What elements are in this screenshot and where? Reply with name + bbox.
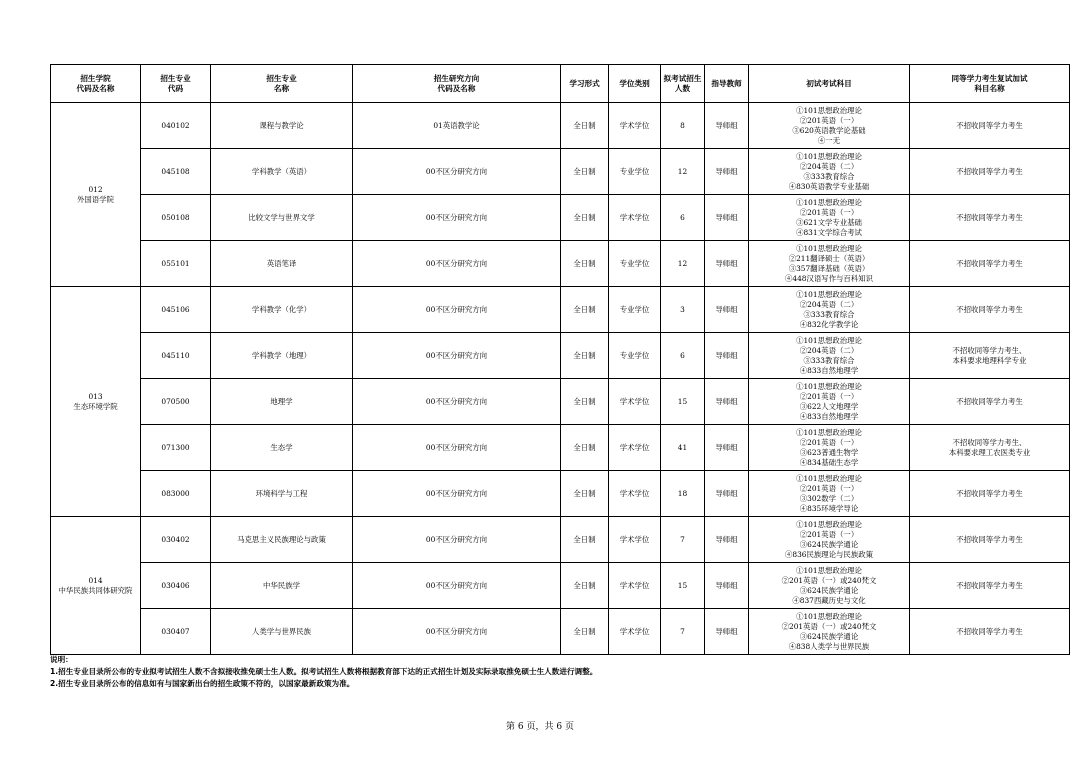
college-line: 中华民族共同体研究院 bbox=[58, 585, 133, 595]
column-header-line: 指导教师 bbox=[711, 78, 742, 88]
equivalent-applicant-line: 不招收同等学力考生 bbox=[956, 120, 1023, 130]
exam-subjects-cell bbox=[749, 517, 910, 563]
advisor-cell: 导师组 bbox=[705, 241, 749, 287]
study-mode-cell: 全日制 bbox=[561, 517, 609, 563]
exam-subject-line: ③623普通生物学 bbox=[799, 447, 859, 457]
advisor-cell: 导师组 bbox=[705, 379, 749, 425]
enrollment-count-cell: 18 bbox=[661, 471, 705, 517]
direction-cell: 01英语教学论 bbox=[353, 103, 561, 149]
equivalent-applicant-line: 不招收同等学力考生、 bbox=[952, 345, 1027, 355]
exam-subject-line: ④834基础生态学 bbox=[799, 457, 859, 467]
column-header bbox=[609, 65, 661, 103]
page-footer: 第 6 页，共 6 页 bbox=[506, 722, 574, 732]
exam-subject-line: ①101思想政治理论 bbox=[796, 473, 862, 483]
exam-subject-line: ②201英语（一） bbox=[799, 529, 859, 539]
major-name-cell: 生态学 bbox=[211, 425, 353, 471]
exam-subject-line: ②201英语（一） bbox=[799, 115, 859, 125]
college-line: 013 bbox=[88, 391, 103, 401]
direction-cell: 00不区分研究方向 bbox=[353, 195, 561, 241]
table-header-row bbox=[51, 65, 1070, 103]
column-header-line: 招生学院 bbox=[80, 73, 111, 83]
exam-subject-line: ④835环境学导论 bbox=[799, 503, 859, 513]
college-cell bbox=[51, 103, 141, 287]
advisor-cell: 导师组 bbox=[705, 517, 749, 563]
equivalent-applicant-line: 不招收同等学力考生 bbox=[956, 166, 1023, 176]
exam-subject-line: ②204英语（二） bbox=[799, 161, 859, 171]
study-mode-cell: 全日制 bbox=[561, 103, 609, 149]
exam-subject-line: ③622人文地理学 bbox=[799, 401, 859, 411]
equivalent-applicant-line: 不招收同等学力考生 bbox=[956, 534, 1023, 544]
exam-subject-line: ①101思想政治理论 bbox=[796, 243, 862, 253]
major-code-cell: 070500 bbox=[141, 379, 211, 425]
study-mode-cell: 全日制 bbox=[561, 241, 609, 287]
college-cell bbox=[51, 517, 141, 655]
table-row bbox=[51, 287, 1070, 333]
major-code-cell: 071300 bbox=[141, 425, 211, 471]
equivalent-applicant-line: 本科要求地理科学专业 bbox=[952, 355, 1027, 365]
major-code-cell: 030406 bbox=[141, 563, 211, 609]
equivalent-applicant-line: 不招收同等学力考生 bbox=[956, 580, 1023, 590]
exam-subject-line: ①101思想政治理论 bbox=[796, 519, 862, 529]
degree-type-cell: 学术学位 bbox=[609, 195, 661, 241]
column-header bbox=[705, 65, 749, 103]
column-header bbox=[353, 65, 561, 103]
major-code-cell: 050108 bbox=[141, 195, 211, 241]
table-row bbox=[51, 517, 1070, 563]
exam-subject-line: ②204英语（二） bbox=[799, 299, 859, 309]
exam-subject-line: ②201英语（一）或240梵文 bbox=[781, 575, 877, 585]
exam-subject-line: ④838人类学与世界民族 bbox=[788, 641, 870, 651]
enrollment-count-cell: 7 bbox=[661, 609, 705, 655]
exam-subject-line: ③624民族学通论 bbox=[799, 631, 859, 641]
exam-subjects-cell bbox=[749, 471, 910, 517]
major-name-cell: 课程与教学论 bbox=[211, 103, 353, 149]
exam-subject-line: ①101思想政治理论 bbox=[796, 151, 862, 161]
table-row bbox=[51, 563, 1070, 609]
degree-type-cell: 学术学位 bbox=[609, 609, 661, 655]
equivalent-applicant-cell bbox=[910, 241, 1070, 287]
degree-type-cell: 专业学位 bbox=[609, 287, 661, 333]
column-header-line: 名称 bbox=[273, 83, 290, 93]
degree-type-cell: 学术学位 bbox=[609, 379, 661, 425]
major-code-cell: 083000 bbox=[141, 471, 211, 517]
equivalent-applicant-cell bbox=[910, 425, 1070, 471]
exam-subject-line: ②201英语（一） bbox=[799, 437, 859, 447]
degree-type-cell: 学术学位 bbox=[609, 563, 661, 609]
advisor-cell: 导师组 bbox=[705, 195, 749, 241]
advisor-cell: 导师组 bbox=[705, 471, 749, 517]
exam-subject-line: ③621文学专业基础 bbox=[796, 217, 862, 227]
major-code-cell: 030402 bbox=[141, 517, 211, 563]
exam-subject-line: ①101思想政治理论 bbox=[796, 381, 862, 391]
exam-subject-line: ②204英语（二） bbox=[799, 345, 859, 355]
advisor-cell: 导师组 bbox=[705, 103, 749, 149]
exam-subject-line: ④832化学教学论 bbox=[799, 319, 859, 329]
exam-subjects-cell bbox=[749, 379, 910, 425]
equivalent-applicant-cell bbox=[910, 103, 1070, 149]
direction-cell: 00不区分研究方向 bbox=[353, 333, 561, 379]
table-row bbox=[51, 241, 1070, 287]
study-mode-cell: 全日制 bbox=[561, 149, 609, 195]
equivalent-applicant-line: 不招收同等学力考生 bbox=[956, 626, 1023, 636]
exam-subject-line: ③624民族学通论 bbox=[799, 585, 859, 595]
column-header bbox=[749, 65, 910, 103]
exam-subject-line: ②211翻译硕士（英语） bbox=[788, 253, 870, 263]
column-header-line: 学习形式 bbox=[569, 78, 600, 88]
equivalent-applicant-line: 不招收同等学力考生 bbox=[956, 488, 1023, 498]
exam-subjects-cell bbox=[749, 241, 910, 287]
note-line-1: 1.招生专业目录所公布的专业拟考试招生人数不含拟接收推免硕士生人数。拟考试招生人数将根据教育部下达的正式招生计划及实际录取推免硕士生人数进行调整。 bbox=[50, 667, 598, 676]
enrollment-count-cell: 6 bbox=[661, 333, 705, 379]
table-row bbox=[51, 333, 1070, 379]
study-mode-cell: 全日制 bbox=[561, 379, 609, 425]
major-name-cell: 中华民族学 bbox=[211, 563, 353, 609]
exam-subject-line: ①101思想政治理论 bbox=[796, 105, 862, 115]
table-row bbox=[51, 471, 1070, 517]
study-mode-cell: 全日制 bbox=[561, 287, 609, 333]
exam-subjects-cell bbox=[749, 103, 910, 149]
notes-title: 说明： bbox=[50, 655, 73, 664]
study-mode-cell: 全日制 bbox=[561, 425, 609, 471]
exam-subject-line: ③357翻译基础（英语） bbox=[788, 263, 870, 273]
exam-subject-line: ④831文学综合考试 bbox=[796, 227, 862, 237]
exam-subject-line: ①101思想政治理论 bbox=[796, 611, 862, 621]
equivalent-applicant-cell bbox=[910, 609, 1070, 655]
exam-subject-line: ①101思想政治理论 bbox=[796, 335, 862, 345]
study-mode-cell: 全日制 bbox=[561, 333, 609, 379]
exam-subject-line: ④830英语教学专业基础 bbox=[788, 181, 870, 191]
exam-subject-line: ④837西藏历史与文化 bbox=[792, 595, 866, 605]
major-name-cell: 马克思主义民族理论与政策 bbox=[211, 517, 353, 563]
major-code-cell: 045106 bbox=[141, 287, 211, 333]
major-code-cell: 030407 bbox=[141, 609, 211, 655]
study-mode-cell: 全日制 bbox=[561, 609, 609, 655]
exam-subject-line: ④833自然地理学 bbox=[799, 411, 859, 421]
column-header-line: 招生研究方向 bbox=[433, 73, 480, 83]
direction-cell: 00不区分研究方向 bbox=[353, 563, 561, 609]
exam-subjects-cell bbox=[749, 425, 910, 471]
table-row bbox=[51, 195, 1070, 241]
column-header-line: 学位类别 bbox=[619, 78, 650, 88]
exam-subject-line: ④448汉语写作与百科知识 bbox=[784, 273, 873, 283]
major-name-cell: 学科教学（化学） bbox=[211, 287, 353, 333]
degree-type-cell: 专业学位 bbox=[609, 333, 661, 379]
exam-subject-line: ③333教育综合 bbox=[803, 309, 855, 319]
college-line: 012 bbox=[88, 184, 103, 194]
exam-subject-line: ③333教育综合 bbox=[803, 171, 855, 181]
exam-subject-line: ①101思想政治理论 bbox=[796, 197, 862, 207]
major-code-cell: 045110 bbox=[141, 333, 211, 379]
exam-subject-line: ①101思想政治理论 bbox=[796, 565, 862, 575]
equivalent-applicant-line: 不招收同等学力考生 bbox=[956, 212, 1023, 222]
column-header-line: 招生专业 bbox=[266, 73, 297, 83]
equivalent-applicant-line: 本科要求理工农医类专业 bbox=[948, 447, 1031, 457]
college-line: 外国语学院 bbox=[77, 194, 114, 204]
column-header bbox=[211, 65, 353, 103]
table-row bbox=[51, 149, 1070, 195]
exam-subject-line: ①101思想政治理论 bbox=[796, 427, 862, 437]
table-row bbox=[51, 103, 1070, 149]
major-code-cell: 040102 bbox=[141, 103, 211, 149]
exam-subject-line: ③624民族学通论 bbox=[799, 539, 859, 549]
major-name-cell: 环境科学与工程 bbox=[211, 471, 353, 517]
study-mode-cell: 全日制 bbox=[561, 195, 609, 241]
advisor-cell: 导师组 bbox=[705, 563, 749, 609]
degree-type-cell: 学术学位 bbox=[609, 425, 661, 471]
column-header bbox=[661, 65, 705, 103]
advisor-cell: 导师组 bbox=[705, 609, 749, 655]
major-name-cell: 地理学 bbox=[211, 379, 353, 425]
college-line: 生态环境学院 bbox=[73, 401, 118, 411]
equivalent-applicant-cell bbox=[910, 287, 1070, 333]
table-row bbox=[51, 609, 1070, 655]
direction-cell: 00不区分研究方向 bbox=[353, 379, 561, 425]
note-line-2: 2.招生专业目录所公布的信息如有与国家新出台的招生政策不符的，以国家最新政策为准。 bbox=[50, 679, 355, 688]
enrollment-count-cell: 3 bbox=[661, 287, 705, 333]
advisor-cell: 导师组 bbox=[705, 287, 749, 333]
exam-subjects-cell bbox=[749, 287, 910, 333]
major-name-cell: 人类学与世界民族 bbox=[211, 609, 353, 655]
column-header-line: 人数 bbox=[674, 83, 691, 93]
study-mode-cell: 全日制 bbox=[561, 563, 609, 609]
degree-type-cell: 专业学位 bbox=[609, 241, 661, 287]
column-header-line: 招生专业 bbox=[160, 73, 191, 83]
column-header-line: 代码 bbox=[167, 83, 184, 93]
equivalent-applicant-cell bbox=[910, 471, 1070, 517]
enrollment-count-cell: 15 bbox=[661, 379, 705, 425]
exam-subject-line: ③302数学（二） bbox=[799, 493, 859, 503]
table-body bbox=[51, 103, 1070, 655]
major-name-cell: 英语笔译 bbox=[211, 241, 353, 287]
exam-subjects-cell bbox=[749, 195, 910, 241]
degree-type-cell: 学术学位 bbox=[609, 517, 661, 563]
direction-cell: 00不区分研究方向 bbox=[353, 287, 561, 333]
equivalent-applicant-line: 不招收同等学力考生 bbox=[956, 304, 1023, 314]
major-code-cell: 045108 bbox=[141, 149, 211, 195]
enrollment-count-cell: 12 bbox=[661, 241, 705, 287]
major-code-cell: 055101 bbox=[141, 241, 211, 287]
direction-cell: 00不区分研究方向 bbox=[353, 517, 561, 563]
exam-subject-line: ④一无 bbox=[817, 135, 841, 145]
degree-type-cell: 专业学位 bbox=[609, 149, 661, 195]
column-header-line: 初试考试科目 bbox=[806, 78, 852, 88]
degree-type-cell: 学术学位 bbox=[609, 103, 661, 149]
exam-subject-line: ②201英语（一） bbox=[799, 207, 859, 217]
degree-type-cell: 学术学位 bbox=[609, 471, 661, 517]
column-header bbox=[141, 65, 211, 103]
column-header bbox=[51, 65, 141, 103]
advisor-cell: 导师组 bbox=[705, 149, 749, 195]
column-header bbox=[561, 65, 609, 103]
direction-cell: 00不区分研究方向 bbox=[353, 241, 561, 287]
equivalent-applicant-cell bbox=[910, 379, 1070, 425]
equivalent-applicant-cell bbox=[910, 333, 1070, 379]
enrollment-count-cell: 8 bbox=[661, 103, 705, 149]
column-header-line: 代码及名称 bbox=[437, 83, 476, 93]
enrollment-count-cell: 15 bbox=[661, 563, 705, 609]
exam-subject-line: ①101思想政治理论 bbox=[796, 289, 862, 299]
direction-cell: 00不区分研究方向 bbox=[353, 609, 561, 655]
column-header-line: 代码及名称 bbox=[76, 83, 115, 93]
exam-subjects-cell bbox=[749, 333, 910, 379]
enrollment-count-cell: 7 bbox=[661, 517, 705, 563]
equivalent-applicant-line: 不招收同等学力考生 bbox=[956, 396, 1023, 406]
exam-subject-line: ②201英语（一） bbox=[799, 483, 859, 493]
direction-cell: 00不区分研究方向 bbox=[353, 471, 561, 517]
enrollment-count-cell: 12 bbox=[661, 149, 705, 195]
college-line: 014 bbox=[88, 575, 103, 585]
column-header bbox=[910, 65, 1070, 103]
equivalent-applicant-line: 不招收同等学力考生 bbox=[956, 258, 1023, 268]
exam-subjects-cell bbox=[749, 149, 910, 195]
column-header-line: 拟考试招生 bbox=[663, 73, 702, 83]
enrollment-count-cell: 6 bbox=[661, 195, 705, 241]
equivalent-applicant-cell bbox=[910, 195, 1070, 241]
direction-cell: 00不区分研究方向 bbox=[353, 149, 561, 195]
equivalent-applicant-cell bbox=[910, 149, 1070, 195]
column-header-line: 科目名称 bbox=[974, 83, 1005, 93]
enrollment-count-cell: 41 bbox=[661, 425, 705, 471]
exam-subject-line: ③333教育综合 bbox=[803, 355, 855, 365]
equivalent-applicant-cell bbox=[910, 563, 1070, 609]
exam-subject-line: ④833自然地理学 bbox=[799, 365, 859, 375]
advisor-cell: 导师组 bbox=[705, 333, 749, 379]
exam-subject-line: ③620英语教学论基础 bbox=[792, 125, 866, 135]
major-name-cell: 学科教学（英语） bbox=[211, 149, 353, 195]
study-mode-cell: 全日制 bbox=[561, 471, 609, 517]
major-name-cell: 比较文学与世界文学 bbox=[211, 195, 353, 241]
equivalent-applicant-cell bbox=[910, 517, 1070, 563]
exam-subject-line: ②201英语（一） bbox=[799, 391, 859, 401]
exam-subjects-cell bbox=[749, 563, 910, 609]
advisor-cell: 导师组 bbox=[705, 425, 749, 471]
admissions-table bbox=[50, 64, 1070, 655]
exam-subject-line: ④836民族理论与民族政策 bbox=[784, 549, 873, 559]
college-cell bbox=[51, 287, 141, 517]
table-row bbox=[51, 425, 1070, 471]
equivalent-applicant-line: 不招收同等学力考生、 bbox=[952, 437, 1027, 447]
exam-subject-line: ②201英语（一）或240梵文 bbox=[781, 621, 877, 631]
direction-cell: 00不区分研究方向 bbox=[353, 425, 561, 471]
table-row bbox=[51, 379, 1070, 425]
major-name-cell: 学科教学（地理） bbox=[211, 333, 353, 379]
column-header-line: 同等学力考生复试加试 bbox=[951, 73, 1028, 83]
exam-subjects-cell bbox=[749, 609, 910, 655]
